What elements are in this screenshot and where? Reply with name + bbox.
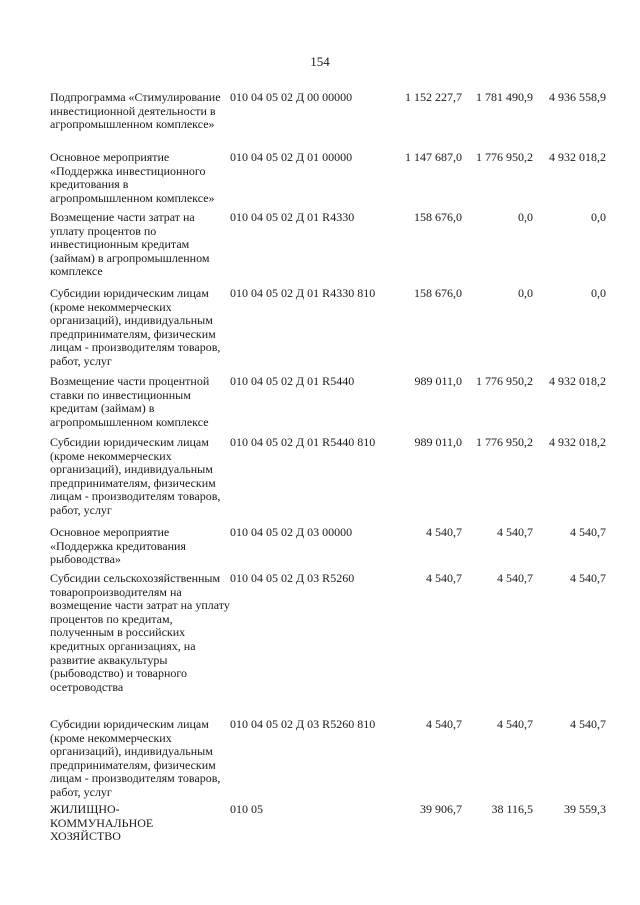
row-value-year-1: 4 540,7 — [426, 717, 462, 731]
row-classification-code: 010 04 05 02 Д 03 R5260 — [230, 571, 355, 585]
row-value-year-1: 1 152 227,7 — [405, 90, 462, 104]
row-value-year-1: 158 676,0 — [414, 286, 462, 300]
row-value-year-2: 0,0 — [518, 286, 533, 300]
row-value-year-1: 4 540,7 — [426, 525, 462, 539]
row-value-year-2: 1 776 950,2 — [476, 374, 533, 388]
row-value-year-3: 4 540,7 — [570, 571, 606, 585]
row-value-year-1: 158 676,0 — [414, 210, 462, 224]
row-classification-code: 010 04 05 02 Д 01 R4330 810 — [230, 286, 376, 300]
row-name: Подпрограмма «Стимулирование инвестиционной деятельности в агропромышленном комплексе» — [50, 90, 221, 132]
row-value-year-3: 4 932 018,2 — [549, 435, 606, 449]
row-name: ЖИЛИЩНО-КОММУНАЛЬНОЕ ХОЗЯЙСТВО — [50, 802, 154, 844]
row-value-year-1: 989 011,0 — [414, 435, 462, 449]
row-value-year-3: 4 932 018,2 — [549, 374, 606, 388]
row-classification-code: 010 04 05 02 Д 01 R4330 — [230, 210, 355, 224]
row-value-year-3: 0,0 — [591, 286, 606, 300]
row-name: Субсидии юридическим лицам (кроме некоммерческих организаций), индивидуальным предпринимателям, физическим лицам - производителям товаров, работ, услуг — [50, 717, 221, 799]
row-classification-code: 010 04 05 02 Д 03 00000 — [230, 525, 353, 539]
row-value-year-3: 4 932 018,2 — [549, 150, 606, 164]
row-value-year-1: 1 147 687,0 — [405, 150, 462, 164]
row-value-year-2: 1 781 490,9 — [476, 90, 533, 104]
row-value-year-2: 38 116,5 — [491, 802, 533, 816]
row-value-year-2: 4 540,7 — [497, 717, 533, 731]
row-value-year-1: 989 011,0 — [414, 374, 462, 388]
row-name: Субсидии сельскохозяйственным товаропроизводителям на возмещение части затрат на уплату процентов по кредитам, полученным в российских кредитных организациях, на развитие аквакультуры (рыбоводство) и товарного осетроводства — [50, 571, 230, 694]
row-value-year-2: 0,0 — [518, 210, 533, 224]
row-value-year-1: 4 540,7 — [426, 571, 462, 585]
row-value-year-3: 4 936 558,9 — [549, 90, 606, 104]
row-value-year-3: 4 540,7 — [570, 525, 606, 539]
row-name: Возмещение части процентной ставки по инвестиционным кредитам (займам) в агропромышленном комплексе — [50, 374, 210, 429]
row-classification-code: 010 04 05 02 Д 01 00000 — [230, 150, 353, 164]
row-classification-code: 010 04 05 02 Д 00 00000 — [230, 90, 353, 104]
row-value-year-1: 39 906,7 — [420, 802, 462, 816]
row-value-year-2: 1 776 950,2 — [476, 435, 533, 449]
row-value-year-2: 1 776 950,2 — [476, 150, 533, 164]
row-value-year-3: 0,0 — [591, 210, 606, 224]
row-value-year-3: 4 540,7 — [570, 717, 606, 731]
row-name: Основное мероприятие «Поддержка кредитования рыбоводства» — [50, 525, 186, 567]
row-name: Основное мероприятие «Поддержка инвестиционного кредитования в агропромышленном комплексе» — [50, 150, 215, 205]
row-classification-code: 010 05 — [230, 802, 263, 816]
row-name: Возмещение части затрат на уплату процентов по инвестиционным кредитам (займам) в агропромышленном комплексе — [50, 210, 210, 279]
row-value-year-3: 39 559,3 — [564, 802, 606, 816]
row-value-year-2: 4 540,7 — [497, 571, 533, 585]
row-classification-code: 010 04 05 02 Д 01 R5440 810 — [230, 435, 376, 449]
row-classification-code: 010 04 05 02 Д 01 R5440 — [230, 374, 355, 388]
row-classification-code: 010 04 05 02 Д 03 R5260 810 — [230, 717, 376, 731]
row-name: Субсидии юридическим лицам (кроме некоммерческих организаций), индивидуальным предпринимателям, физическим лицам - производителям товаров, работ, услуг — [50, 435, 221, 517]
row-name: Субсидии юридическим лицам (кроме некоммерческих организаций), индивидуальным предпринимателям, физическим лицам - производителям товаров, работ, услуг — [50, 286, 221, 368]
row-value-year-2: 4 540,7 — [497, 525, 533, 539]
page-number: 154 — [310, 54, 330, 69]
